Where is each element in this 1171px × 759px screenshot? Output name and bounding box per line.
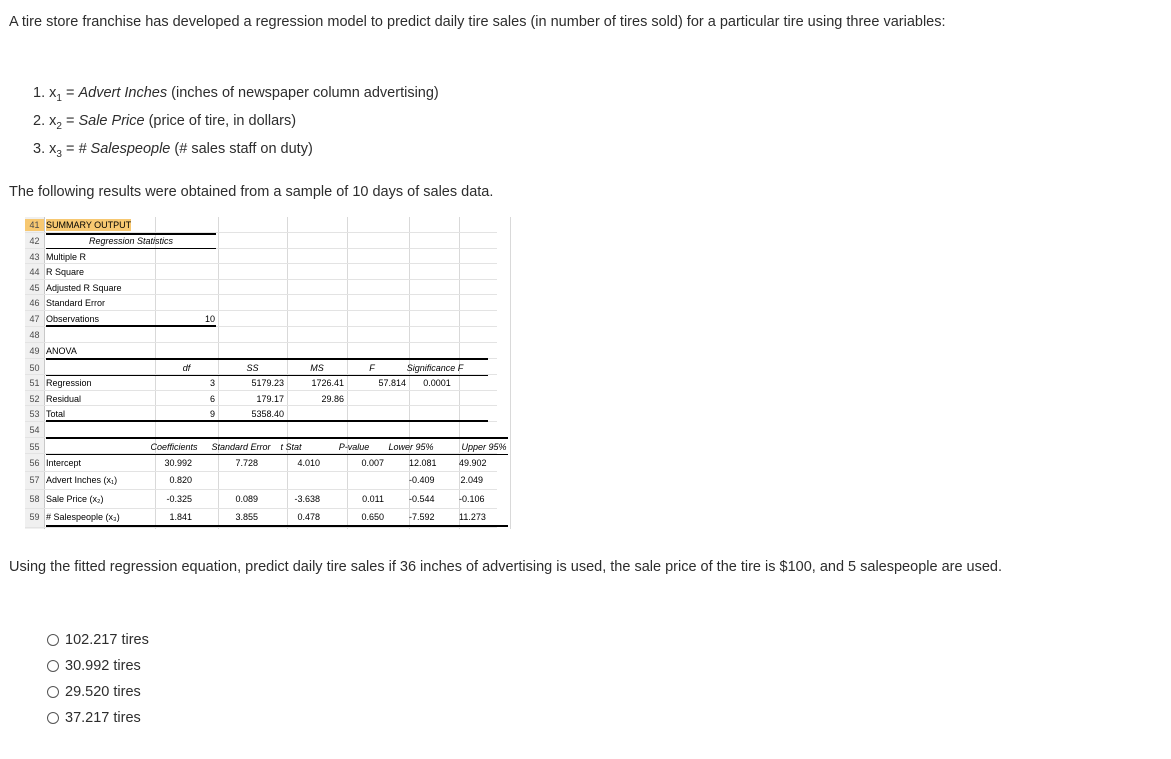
anova-header: Significance F [406,363,464,373]
coef-header: t Stat [280,442,302,452]
coef-cell: -3.638 [294,494,320,504]
radio-button[interactable] [47,634,59,646]
row-number: 47 [29,314,40,324]
radio-button[interactable] [47,686,59,698]
option-label: 102.217 tires [65,632,149,648]
coef-cell: 2.049 [460,475,483,485]
anova-cell: 179.17 [256,394,284,404]
coef-header: P-value [338,442,370,452]
coef-row-label: Advert Inches (x₁) [46,475,118,485]
row-number: 41 [25,219,44,231]
coef-cell: -0.544 [409,494,435,504]
coef-row-label: Intercept [46,458,82,468]
coef-header: Coefficients [150,442,198,452]
intro-text: A tire store franchise has developed a regression model to predict daily tire sales (in number of tires sold) for a particular tire using three variables: [9,14,946,30]
row-number: 51 [29,378,40,388]
coef-header: Standard Error [211,442,271,452]
row-number: 44 [29,267,40,277]
radio-button[interactable] [47,712,59,724]
stat-label: R Square [46,267,85,277]
anova-row-label: Total [46,409,66,419]
coef-cell: 1.841 [169,512,192,522]
coef-cell: 0.650 [361,512,384,522]
answer-option[interactable] [47,679,149,705]
anova-header: MS [310,363,324,373]
coef-row-label: # Salespeople (x₃) [46,512,120,522]
regression-output-spreadsheet [25,217,507,529]
variable-item: 2. $x_2$ = Sale Price (price of tire, in dollars) [33,112,297,132]
anova-cell: 29.86 [321,394,344,404]
row-number: 57 [29,475,40,485]
row-number: 54 [29,425,40,435]
coef-cell: 0.478 [297,512,320,522]
anova-cell: 3 [209,378,215,388]
coef-cell: 12.081 [409,458,437,468]
anova-cell: 0.0001 [423,378,451,388]
coef-cell: 30.992 [164,458,192,468]
coef-cell: -0.106 [459,494,485,504]
answer-option[interactable] [47,705,149,731]
anova-cell: 5358.40 [251,409,284,419]
row-number: 46 [29,298,40,308]
option-label: 29.520 tires [65,684,141,700]
anova-cell: 6 [209,394,215,404]
row-number: 43 [29,252,40,262]
stat-label: Adjusted R Square [46,283,122,293]
coef-header: Upper 95% [461,442,507,452]
coef-cell: 11.273 [459,512,486,522]
stat-label: Observations [46,314,100,324]
row-number: 45 [29,283,40,293]
row-number: 53 [29,409,40,419]
answer-option[interactable] [47,653,149,679]
variable-item: 1. $x_1$ = Advert Inches (inches of newspaper column advertising) [33,85,439,104]
observations-value: 10 [204,314,215,324]
anova-row-label: Residual [46,394,82,404]
option-label: 37.217 tires [65,710,141,726]
coef-cell: -0.409 [409,475,435,485]
regression-statistics-heading: Regression Statistics [88,236,174,246]
coef-cell: 49.902 [459,458,487,468]
coef-cell: 0.011 [362,494,384,504]
anova-header: F [369,363,375,373]
coef-cell: -0.325 [166,494,192,504]
row-number: 58 [29,494,40,504]
question-text: Using the fitted regression equation, predict daily tire sales if 36 inches of advertising is used, the sale price of the tire is $100, and 5 salespeople are used. [9,559,1003,575]
stat-label: Standard Error [46,298,106,308]
coef-cell: 7.728 [235,458,258,468]
answer-option[interactable] [47,627,149,653]
row-number: 42 [29,236,40,246]
radio-button[interactable] [47,660,59,672]
sample-text: The following results were obtained from a sample of 10 days of sales data. [9,184,494,200]
anova-header: SS [246,363,259,373]
summary-output-title: SUMMARY OUTPUT [46,220,132,230]
row-number: 59 [29,512,40,522]
option-label: 30.992 tires [65,658,141,674]
answer-options [47,627,149,731]
anova-row-label: Regression [46,378,92,388]
anova-header: df [182,363,191,373]
row-number: 48 [29,330,40,340]
anova-title: ANOVA [46,346,77,356]
coef-cell: -7.592 [409,512,435,522]
row-number: 56 [29,458,40,468]
coef-cell: 0.007 [361,458,384,468]
coef-row-label: Sale Price (x₂) [46,494,104,504]
coef-header: Lower 95% [388,442,434,452]
row-number: 55 [29,442,40,452]
anova-cell: 1726.41 [311,378,344,388]
coef-cell: 3.855 [235,512,258,522]
anova-cell: 5179.23 [251,378,284,388]
coef-cell: 4.010 [297,458,320,468]
coef-cell: 0.820 [169,475,192,485]
variable-item: 3. $x_3$ = # Salespeople (# sales staff on duty) [33,140,313,160]
row-number: 52 [29,394,40,404]
coef-cell: 0.089 [235,494,258,504]
variable-list [33,82,439,166]
row-number: 49 [29,346,40,356]
anova-cell: 9 [209,409,215,419]
row-number: 50 [29,363,40,373]
anova-cell: 57.814 [378,378,406,388]
stat-label: Multiple R [46,252,87,262]
